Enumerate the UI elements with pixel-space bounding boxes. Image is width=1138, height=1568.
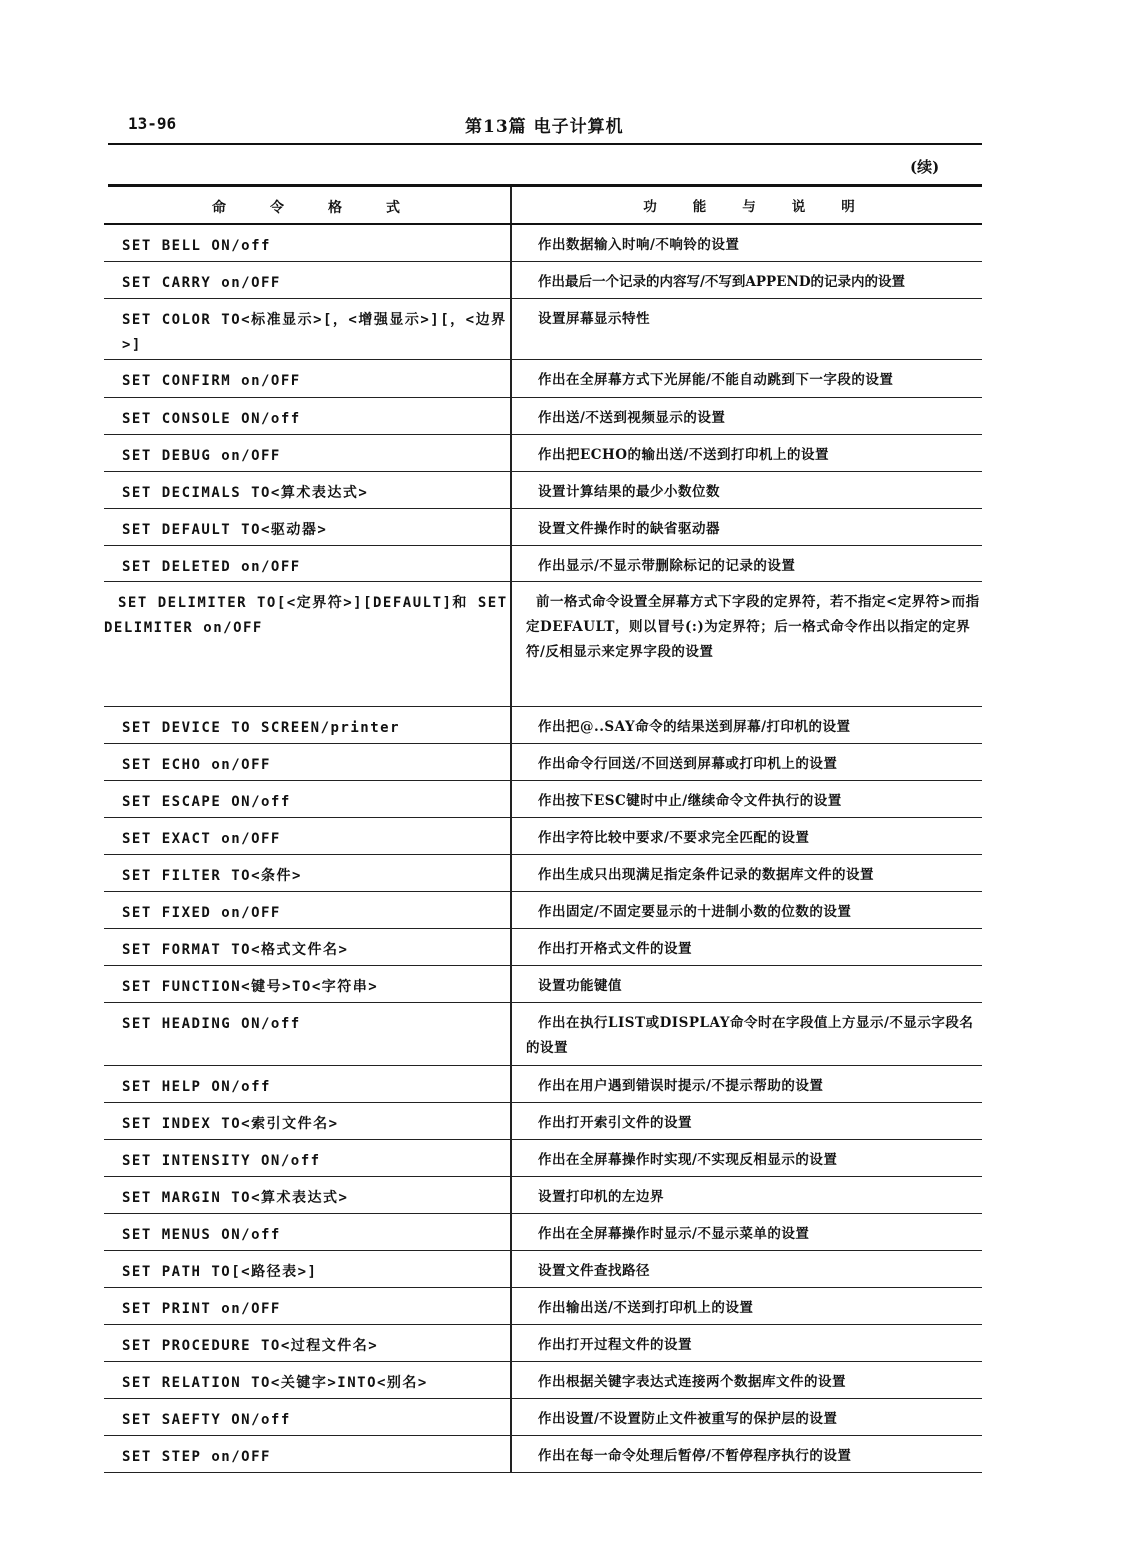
table-row	[104, 1177, 982, 1214]
column-divider	[510, 1140, 512, 1176]
col-header-command-format: 命 令 格 式	[212, 200, 400, 216]
column-divider	[510, 966, 512, 1002]
table-row	[104, 398, 982, 435]
command-cell: SET FIXED on/OFF	[122, 905, 281, 921]
description-cell: 作出输出送/不送到打印机上的设置	[538, 1300, 754, 1316]
command-cell: SET DELIMITER TO[<定界符>][DEFAULT]和 SET DELIMITER on/OFF	[104, 595, 508, 636]
table-row	[104, 1140, 982, 1177]
command-cell: SET MENUS ON/off	[122, 1227, 281, 1243]
table-row	[104, 1103, 982, 1140]
column-divider	[510, 509, 512, 545]
command-cell: SET CONSOLE ON/off	[122, 411, 301, 427]
column-divider	[510, 1177, 512, 1213]
chapter-title: 第13篇 电子计算机	[465, 117, 624, 137]
description-cell: 作出生成只出现满足指定条件记录的数据库文件的设置	[538, 867, 874, 883]
column-divider	[510, 187, 512, 223]
command-cell: SET DECIMALS TO<算术表达式>	[122, 485, 369, 501]
column-divider	[510, 1399, 512, 1435]
command-cell: SET ESCAPE ON/off	[122, 794, 291, 810]
column-divider	[510, 1251, 512, 1287]
table-row	[104, 892, 982, 929]
table-row	[104, 435, 982, 472]
description-cell: 作出把ECHO的输出送/不送到打印机上的设置	[538, 447, 829, 463]
table-row	[104, 546, 982, 582]
command-cell: SET PATH TO[<路径表>]	[122, 1264, 318, 1280]
table-row	[104, 360, 982, 398]
command-cell: SET FORMAT TO<格式文件名>	[122, 942, 349, 958]
continued-label: (续)	[910, 158, 940, 176]
table-row	[104, 262, 982, 299]
header-rule	[108, 143, 982, 145]
table-row	[104, 966, 982, 1003]
command-cell: SET SAEFTY ON/off	[122, 1412, 291, 1428]
table-row	[104, 1003, 982, 1066]
column-divider	[510, 1362, 512, 1398]
description-cell: 作出在全屏幕操作时显示/不显示菜单的设置	[538, 1226, 810, 1242]
description-cell: 设置计算结果的最少小数位数	[538, 484, 720, 500]
column-divider	[510, 299, 512, 359]
description-cell: 作出显示/不显示带删除标记的记录的设置	[538, 558, 796, 574]
table-row	[104, 781, 982, 818]
column-divider	[510, 707, 512, 743]
column-divider	[510, 225, 512, 261]
column-divider	[510, 892, 512, 928]
column-divider	[510, 1066, 512, 1102]
command-cell: SET DELETED on/OFF	[122, 559, 301, 575]
table-row	[104, 1066, 982, 1103]
description-cell: 设置屏幕显示特性	[538, 311, 650, 327]
table-row	[104, 582, 982, 707]
description-cell: 作出打开索引文件的设置	[538, 1115, 692, 1131]
command-cell: SET INTENSITY ON/off	[122, 1153, 321, 1169]
description-cell: 作出在全屏幕操作时实现/不实现反相显示的设置	[538, 1152, 838, 1168]
description-cell: 作出送/不送到视频显示的设置	[538, 410, 726, 426]
command-cell: SET FILTER TO<条件>	[122, 868, 302, 884]
command-cell: SET COLOR TO<标准显示>[，<增强显示>][，<边界>]	[122, 312, 507, 353]
command-cell: SET ECHO on/OFF	[122, 757, 271, 773]
description-cell: 作出根据关键字表达式连接两个数据库文件的设置	[538, 1374, 846, 1390]
description-cell: 前一格式命令设置全屏幕方式下字段的定界符，若不指定<定界符>而指定DEFAULT，则以冒号(:)为定界符；后一格式命令作出以指定的定界符/反相显示来定界字段的设置	[526, 594, 980, 660]
command-cell: SET DEFAULT TO<驱动器>	[122, 522, 328, 538]
table-row	[104, 299, 982, 360]
table-row	[104, 1325, 982, 1362]
column-divider	[510, 929, 512, 965]
description-cell: 设置文件操作时的缺省驱动器	[538, 521, 720, 537]
table-row	[104, 1399, 982, 1436]
description-cell: 设置功能键值	[538, 978, 622, 994]
column-divider	[510, 855, 512, 891]
description-cell: 作出打开格式文件的设置	[538, 941, 692, 957]
table-row	[104, 707, 982, 744]
column-divider	[510, 744, 512, 780]
column-divider	[510, 1103, 512, 1139]
description-cell: 作出按下ESC键时中止/继续命令文件执行的设置	[538, 793, 842, 809]
command-cell: SET DEVICE TO SCREEN/printer	[122, 720, 401, 736]
column-divider	[510, 472, 512, 508]
description-cell: 作出打开过程文件的设置	[538, 1337, 692, 1353]
column-divider	[510, 1325, 512, 1361]
table-row	[104, 818, 982, 855]
command-cell: SET CONFIRM on/OFF	[122, 373, 301, 389]
column-divider	[510, 398, 512, 434]
table-row	[104, 1251, 982, 1288]
column-divider	[510, 546, 512, 581]
table-row	[104, 472, 982, 509]
description-cell: 设置打印机的左边界	[538, 1189, 664, 1205]
column-divider	[510, 1003, 512, 1065]
description-cell: 作出在用户遇到错误时提示/不提示帮助的设置	[538, 1078, 824, 1094]
column-divider	[510, 582, 512, 706]
command-cell: SET PROCEDURE TO<过程文件名>	[122, 1338, 379, 1354]
col-header-function: 功 能 与 说 明	[643, 199, 855, 215]
table-row	[104, 1214, 982, 1251]
table-row	[104, 1362, 982, 1399]
description-cell: 作出最后一个记录的内容写/不写到APPEND的记录内的设置	[538, 274, 906, 290]
description-cell: 作出数据输入时响/不响铃的设置	[538, 237, 740, 253]
command-cell: SET INDEX TO<索引文件名>	[122, 1116, 339, 1132]
table-row	[104, 1288, 982, 1325]
column-divider	[510, 1288, 512, 1324]
column-divider	[510, 818, 512, 854]
command-cell: SET HELP ON/off	[122, 1079, 271, 1095]
description-cell: 作出把@..SAY命令的结果送到屏幕/打印机的设置	[538, 719, 851, 735]
description-cell: 作出固定/不固定要显示的十进制小数的位数的设置	[538, 904, 852, 920]
description-cell: 作出在执行LIST或DISPLAY命令时在字段值上方显示/不显示字段名的设置	[526, 1015, 974, 1056]
command-table	[104, 187, 982, 1473]
table-row	[104, 744, 982, 781]
command-cell: SET HEADING ON/off	[122, 1016, 301, 1032]
command-cell: SET CARRY on/OFF	[122, 275, 281, 291]
column-divider	[510, 781, 512, 817]
description-cell: 作出在每一命令处理后暂停/不暂停程序执行的设置	[538, 1448, 852, 1464]
column-divider	[510, 1436, 512, 1472]
command-cell: SET DEBUG on/OFF	[122, 448, 281, 464]
column-divider	[510, 360, 512, 397]
table-row	[104, 855, 982, 892]
command-cell: SET MARGIN TO<算术表达式>	[122, 1190, 349, 1206]
table-row	[104, 509, 982, 546]
command-cell: SET STEP on/OFF	[122, 1449, 271, 1465]
column-divider	[510, 262, 512, 298]
command-cell: SET PRINT on/OFF	[122, 1301, 281, 1317]
column-divider	[510, 1214, 512, 1250]
command-cell: SET FUNCTION<键号>TO<字符串>	[122, 979, 379, 995]
column-divider	[510, 435, 512, 471]
description-cell: 作出命令行回送/不回送到屏幕或打印机上的设置	[538, 756, 838, 772]
page-number: 13-96	[128, 114, 177, 133]
command-cell: SET EXACT on/OFF	[122, 831, 281, 847]
description-cell: 作出字符比较中要求/不要求完全匹配的设置	[538, 830, 810, 846]
table-header-row	[104, 187, 982, 225]
description-cell: 作出设置/不设置防止文件被重写的保护层的设置	[538, 1411, 838, 1427]
command-cell: SET BELL ON/off	[122, 238, 271, 254]
description-cell: 作出在全屏幕方式下光屏能/不能自动跳到下一字段的设置	[538, 372, 894, 388]
table-row	[104, 1436, 982, 1473]
command-cell: SET RELATION TO<关键字>INTO<别名>	[122, 1375, 428, 1391]
table-row	[104, 929, 982, 966]
table-row	[104, 225, 982, 262]
description-cell: 设置文件查找路径	[538, 1263, 650, 1279]
